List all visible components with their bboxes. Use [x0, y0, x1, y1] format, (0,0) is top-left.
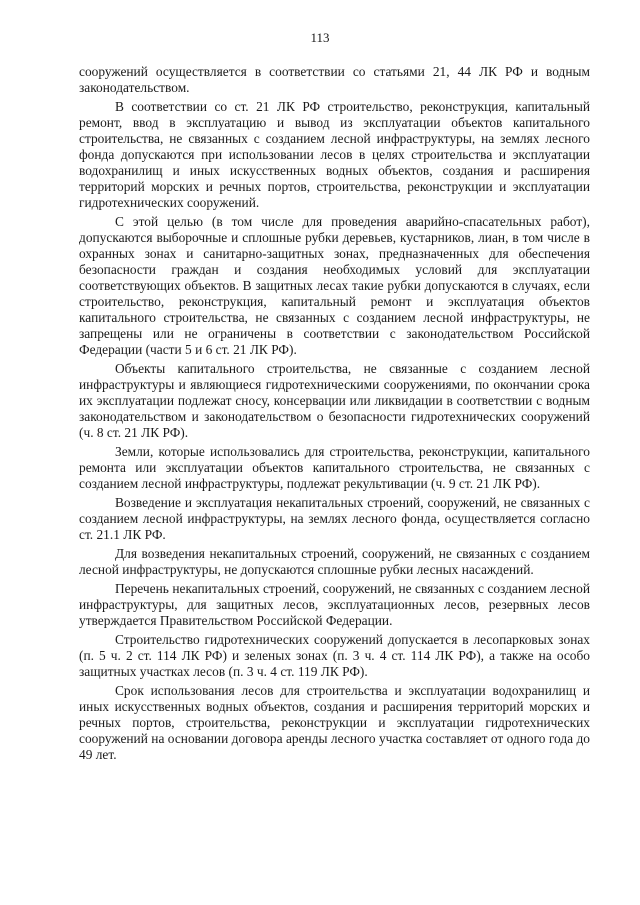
paragraph-hydro-construction-zones: Строительство гидротехнических сооружений допускается в лесопарковых зонах (п. 5 ч. 2 ст. 114 ЛК РФ) и зеленых зонах (п. 3 ч. 4 ст. 114 ЛК РФ), а также на особо защитных участках лесов (п. 3 ч. 4 ст. 119 ЛК РФ). [79, 632, 590, 679]
paragraph-non-capital-structures: Возведение и эксплуатация некапитальных строений, сооружений, не связанных с созданием лесной инфраструктуры, на землях лесного фонда, осуществляется согласно ст. 21.1 ЛК РФ. [79, 495, 590, 542]
paragraph-article-21-construction: В соответствии со ст. 21 ЛК РФ строительство, реконструкция, капитальный ремонт, ввод в эксплуатацию и вывод из эксплуатации объектов капитального строительства, не связанных с созданием лесной инфраструктуры, на землях лесного фонда допускаются при использовании лесов в целях строительства и эксплуатации водохранилищ и иных искусственных водных объектов, создания и расширения территорий морских и речных портов, строительства, реконструкции и эксплуатации гидротехнических сооружений. [79, 99, 590, 210]
paragraph-lease-term: Срок использования лесов для строительства и эксплуатации водохранилищ и иных искусственных водных объектов, создания и расширения территорий морских и речных портов, строительства, реконструкции и эксплуатации гидротехнических сооружений на основании договора аренды лесного участка составляет от одного года до 49 лет. [79, 683, 590, 762]
paragraph-continuation: сооружений осуществляется в соответствии со статьями 21, 44 ЛК РФ и водным законодательством. [79, 64, 590, 95]
paragraph-hydro-structures-demolition: Объекты капитального строительства, не связанные с созданием лесной инфраструктуры и являющиеся гидротехническими сооружениями, по окончании срока их эксплуатации подлежат сносу, консервации или ликвидации в соответствии с водным законодательством и законодательством о безопасности гидротехнических сооружений (ч. 8 ст. 21 ЛК РФ). [79, 361, 590, 440]
paragraph-land-reclamation: Земли, которые использовались для строительства, реконструкции, капитального ремонта или эксплуатации объектов капитального строительства, не связанных с созданием лесной инфраструктуры, подлежат рекультивации (ч. 9 ст. 21 ЛК РФ). [79, 444, 590, 491]
document-body [79, 64, 590, 766]
page-number: 113 [310, 30, 330, 45]
paragraph-felling-allowed: С этой целью (в том числе для проведения аварийно-спасательных работ), допускаются выборочные и сплошные рубки деревьев, кустарников, лиан, в том числе в охранных зонах и санитарно-защитных зонах, предназначенных для обеспечения безопасности граждан и создания необходимых условий для эксплуатации соответствующих объектов. В защитных лесах такие рубки допускаются в случаях, если строительство, реконструкция, капитальный ремонт и эксплуатация объектов капитального строительства, не связанных с созданием лесной инфраструктуры, не запрещены или не ограничены в соответствии с законодательством Российской Федерации (части 5 и 6 ст. 21 ЛК РФ). [79, 214, 590, 357]
paragraph-no-clear-felling: Для возведения некапитальных строений, сооружений, не связанных с созданием лесной инфраструктуры, не допускаются сплошные рубки лесных насаждений. [79, 546, 590, 577]
paragraph-structures-list: Перечень некапитальных строений, сооружений, не связанных с созданием лесной инфраструктуры, для защитных лесов, эксплуатационных лесов, резервных лесов утверждается Правительством Российской Федерации. [79, 581, 590, 628]
